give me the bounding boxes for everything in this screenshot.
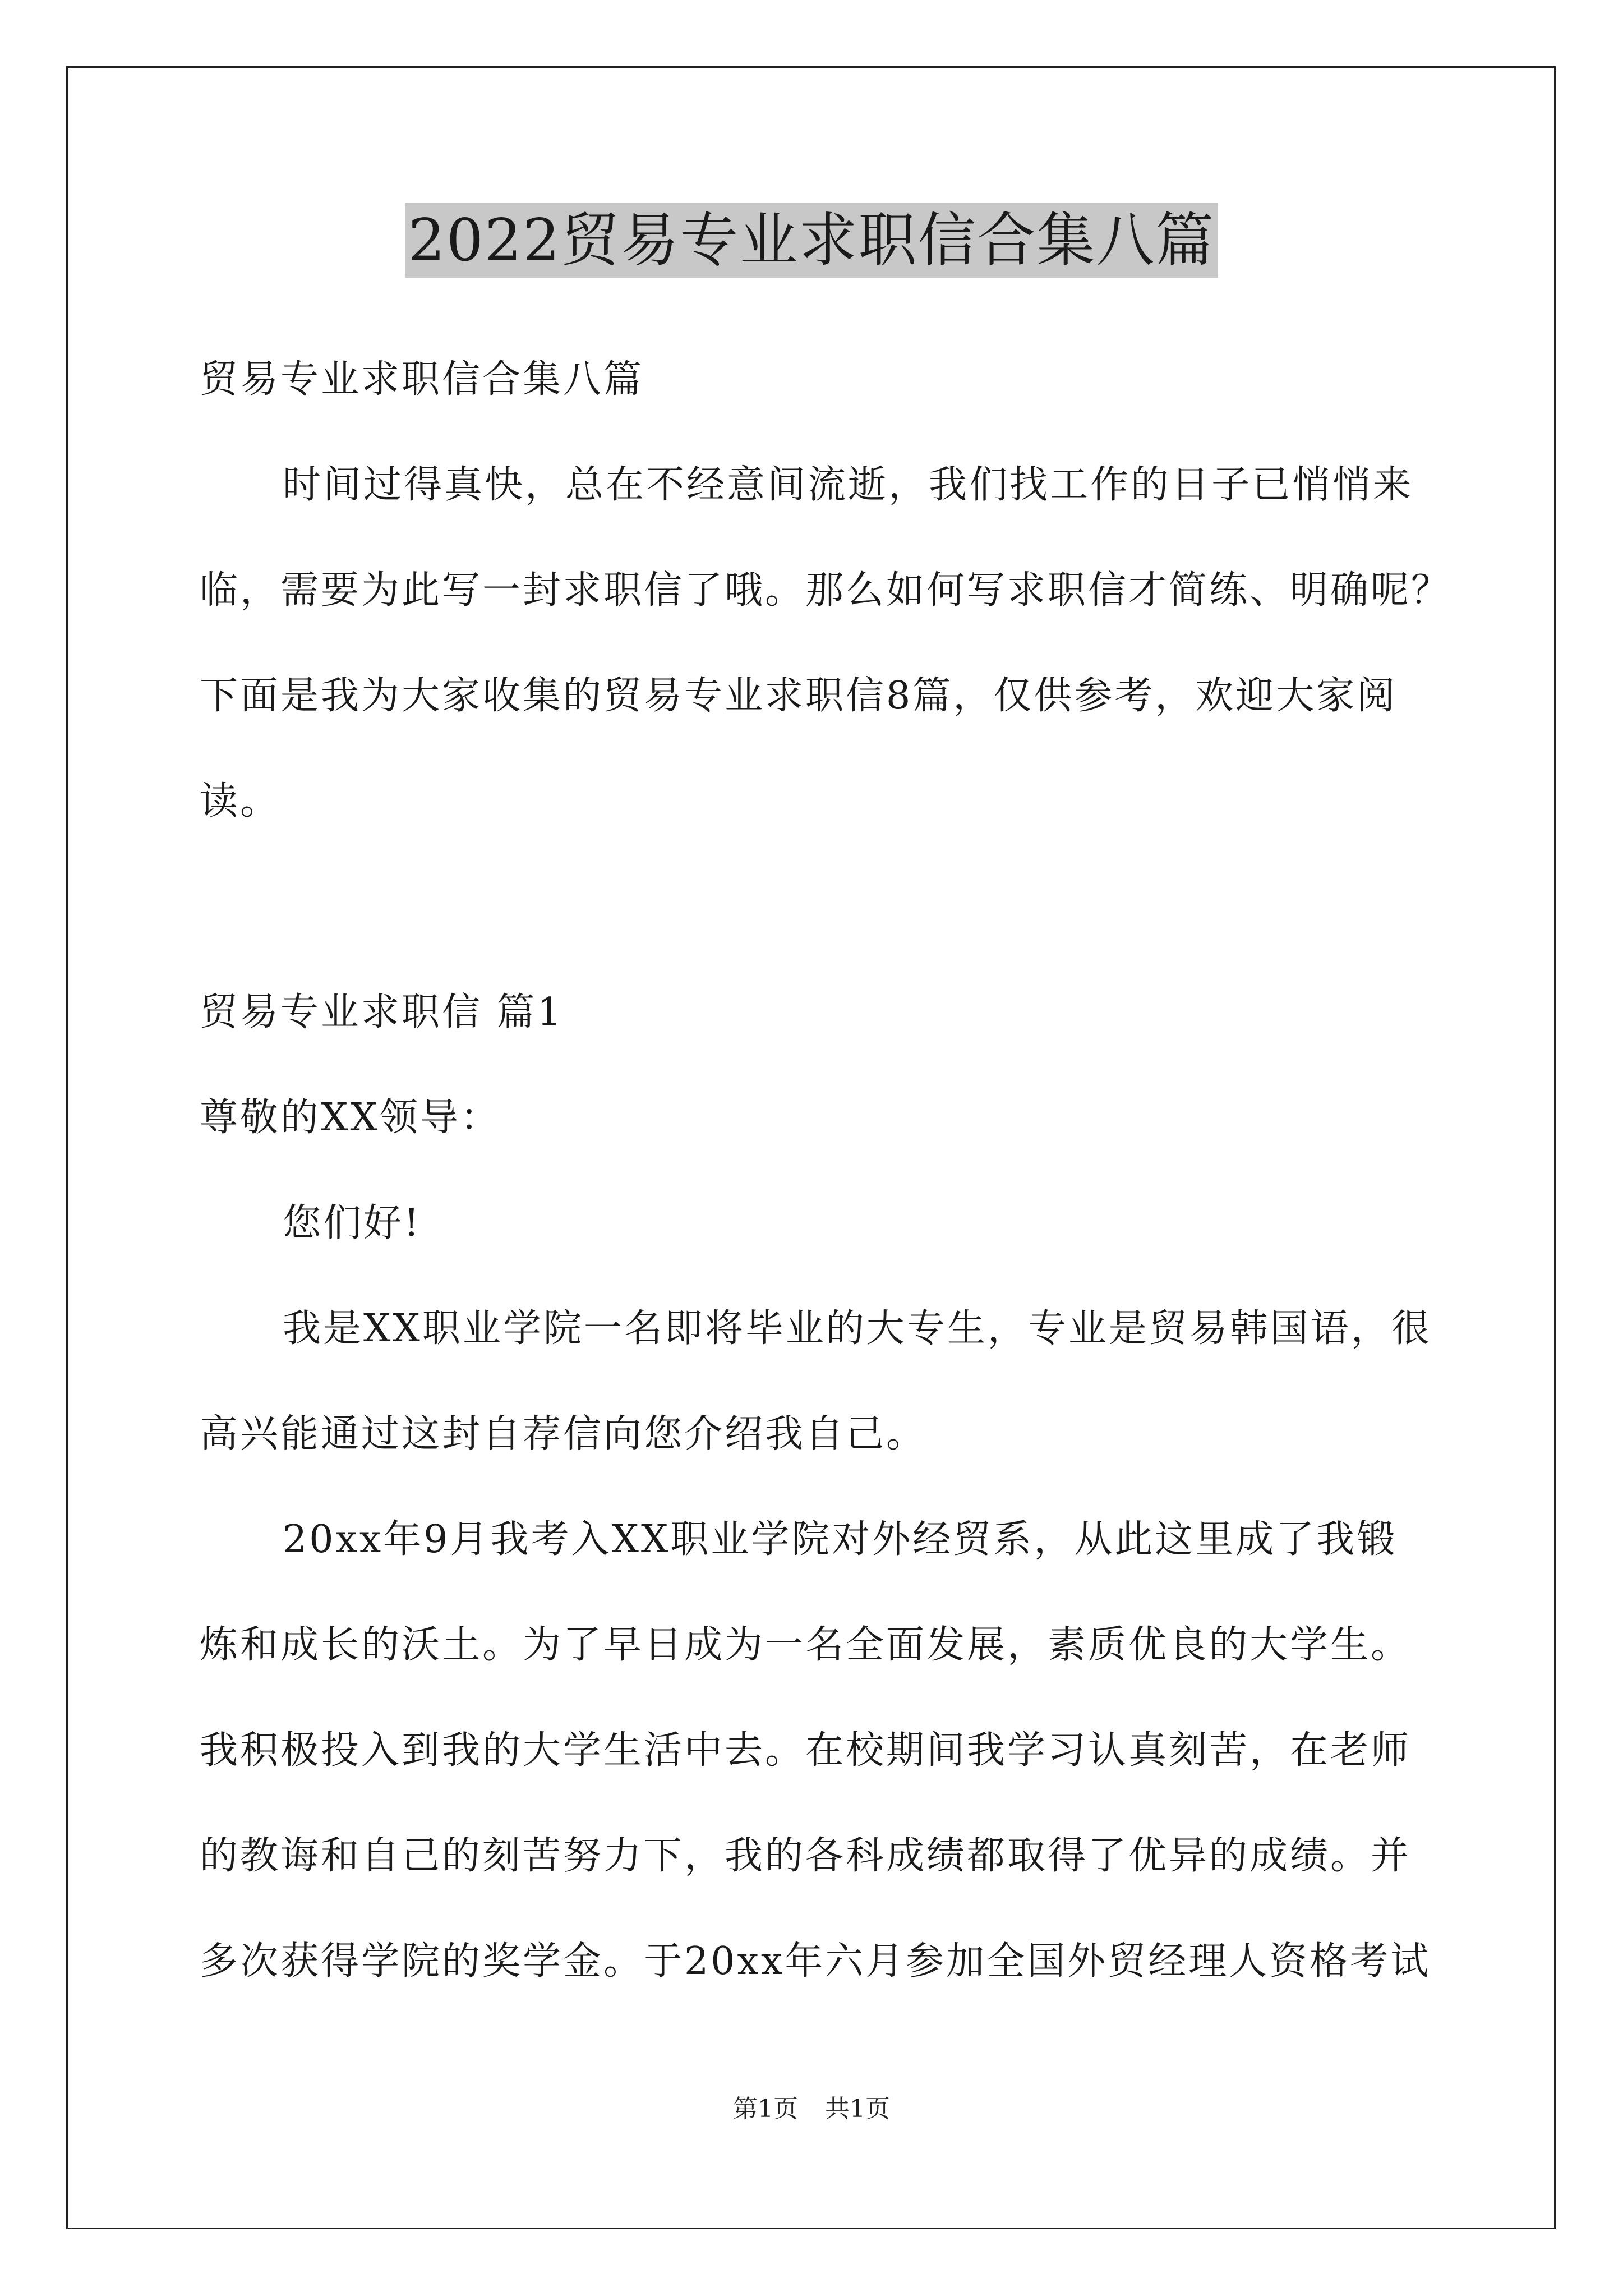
page-number: 第1页 [733, 2095, 798, 2123]
intro-heading: 贸易专业求职信合集八篇 [200, 357, 644, 402]
page-total: 共1页 [825, 2095, 890, 2123]
document-title-wrapper [0, 201, 1623, 279]
paragraph-line: 读。 [200, 779, 281, 823]
paragraph-line: 多次获得学院的奖学金。于20xx年六月参加全国外贸经理人资格考试 [200, 1939, 1431, 1984]
paragraph-line: 临，需要为此写一封求职信了哦。那么如何写求职信才简练、明确呢？ [200, 568, 1452, 613]
paragraph-line: 炼和成长的沃土。为了早日成为一名全面发展，素质优良的大学生。 [200, 1623, 1412, 1667]
greeting: 您们好! [283, 1201, 422, 1245]
paragraph-line: 高兴能通过这封自荐信向您介绍我自己。 [200, 1412, 927, 1456]
paragraph-line: 的教诲和自己的刻苦努力下，我的各科成绩都取得了优异的成绩。并 [200, 1834, 1412, 1878]
paragraph-line: 下面是我为大家收集的贸易专业求职信8篇，仅供参考，欢迎大家阅 [200, 674, 1398, 718]
document-title: 2022贸易专业求职信合集八篇 [405, 203, 1219, 278]
paragraph-line: 20xx年9月我考入XX职业学院对外经贸系，从此这里成了我锻 [283, 1517, 1398, 1562]
salutation: 尊敬的XX领导： [200, 1096, 501, 1140]
page-footer [0, 2092, 1623, 2126]
section-heading: 贸易专业求职信 篇1 [200, 990, 564, 1034]
paragraph-line: 我是XX职业学院一名即将毕业的大专生，专业是贸易韩国语，很 [283, 1306, 1432, 1351]
paragraph-line: 时间过得真快，总在不经意间流逝，我们找工作的日子已悄悄来 [283, 463, 1414, 507]
paragraph-line: 我积极投入到我的大学生活中去。在校期间我学习认真刻苦，在老师 [200, 1728, 1412, 1773]
